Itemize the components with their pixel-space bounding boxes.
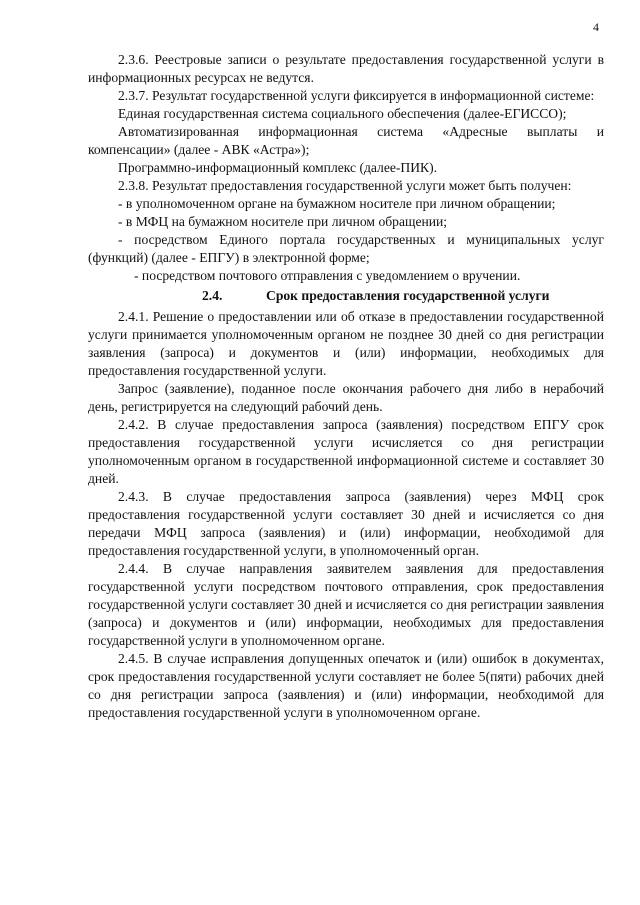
paragraph-p-item-epgu: - посредством Единого портала государственных и муниципальных услуг (функций) (далее - ЕПГУ) в электронной форме; [88, 232, 604, 265]
paragraph-p-item-post: - посредством почтового отправления с уведомлением о вручении. [134, 268, 521, 283]
section-2-3-block [88, 51, 604, 285]
paragraph-p-2-4-1: 2.4.1. Решение о предоставлении или об отказе в предоставлении государственной услуги принимается уполномоченным органом не позднее 30 дней со дня регистрации заявления (запроса) и документов и (или) информации, необходимых для предоставления государственной услуги. [88, 309, 604, 378]
paragraph-p-2-3-8: 2.3.8. Результат предоставления государственной услуги может быть получен: [118, 178, 572, 193]
paragraph-p-item-mfc: - в МФЦ на бумажном носителе при личном обращении; [118, 214, 448, 229]
paragraph-p-2-4-5: 2.4.5. В случае исправления допущенных опечаток и (или) ошибок в документах, срок предоставления государственной услуги составляет не более 5(пяти) рабочих дней со дня регистрации запроса (заявления) и (или) информации, необходимой для предоставления государственной услуги в уполномоченном органе. [88, 651, 604, 720]
paragraph-p-2-4-3: 2.4.3. В случае предоставления запроса (заявления) через МФЦ срок предоставления государственной услуги составляет 30 дней и исчисляется со дня передачи МФЦ запроса (заявления) и (или) информации, необходимой для предоставления государственной услуги, в уполномоченный орган. [88, 489, 604, 558]
section-heading [88, 287, 604, 305]
section-title: Срок предоставления государственной услуги [266, 288, 550, 303]
paragraph-p-2-3-6: 2.3.6. Реестровые записи о результате предоставления государственной услуги в информационных ресурсах не ведутся. [88, 52, 604, 85]
paragraph-p-egisso: Единая государственная система социального обеспечения (далее-ЕГИССО); [118, 106, 567, 121]
paragraph-p-pik: Программно-информационный комплекс (далее-ПИК). [118, 160, 438, 175]
section-number: 2.4. [202, 288, 223, 303]
page-number: 4 [593, 20, 599, 34]
paragraph-p-2-3-7: 2.3.7. Результат государственной услуги фиксируется в информационной системе: [118, 88, 595, 103]
paragraph-p-avk: Автоматизированная информационная система «Адресные выплаты и компенсации» (далее - АВК «Астра»); [88, 124, 604, 157]
paragraph-p-2-4-2: 2.4.2. В случае предоставления запроса (заявления) посредством ЕПГУ срок предоставления государственной услуги исчисляется со дня регистрации уполномоченным органом в государственной информационной системе и составляет 30 дней. [88, 417, 604, 486]
paragraph-p-2-4-4: 2.4.4. В случае направления заявителем заявления для предоставления государственной услуги посредством почтового отправления, срок предоставления государственной услуги составляет 30 дней и исчисляется со дня регистрации заявления (запроса) и документов и (или) информации, необходимых для предоставления государственной услуги в уполномоченном органе. [88, 561, 604, 648]
paragraph-p-item-uo: - в уполномоченном органе на бумажном носителе при личном обращении; [118, 196, 556, 211]
document-body [88, 51, 604, 722]
paragraph-p-zapros: Запрос (заявление), поданное после окончания рабочего дня либо в нерабочий день, регистрируется на следующий рабочий день. [88, 381, 604, 414]
section-2-4-block [88, 308, 604, 722]
